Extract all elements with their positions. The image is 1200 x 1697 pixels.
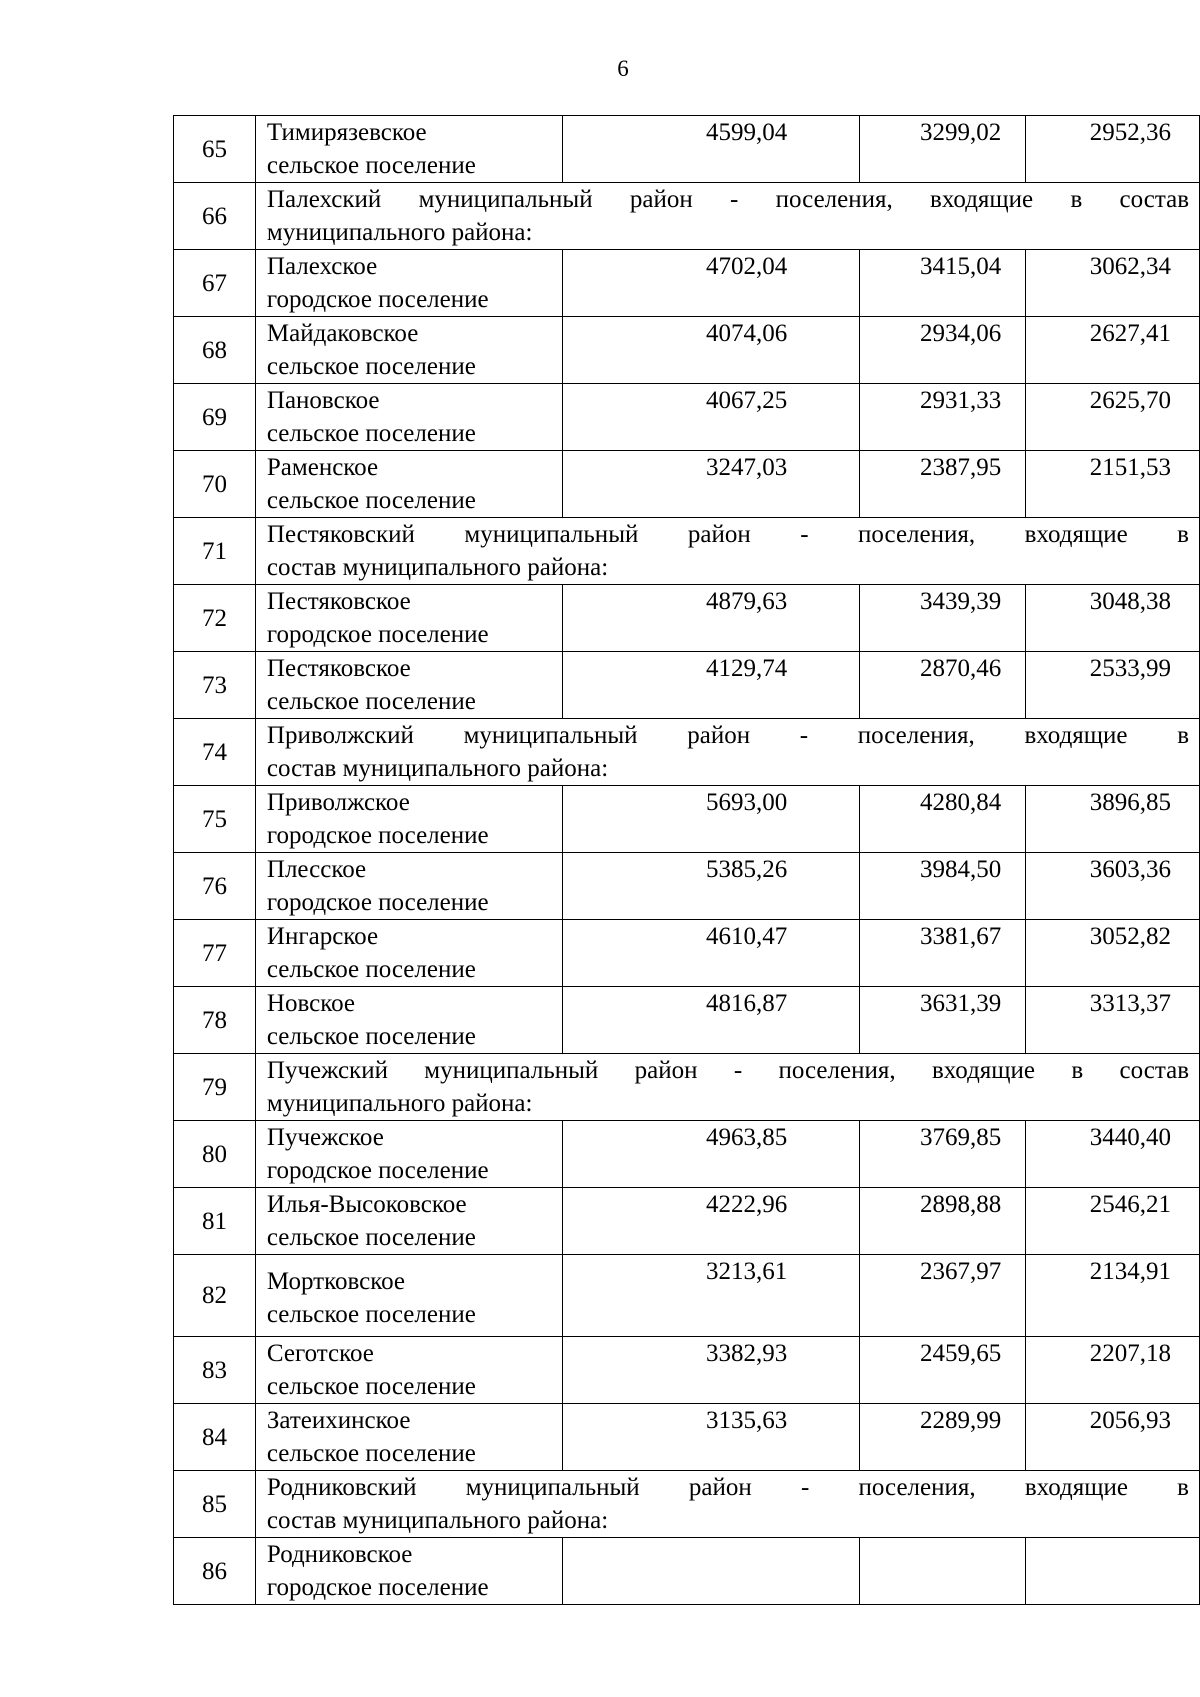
- page-number: 6: [617, 56, 629, 81]
- settlement-name: [255, 1538, 562, 1605]
- value-col-3: 3313,37: [1026, 987, 1200, 1054]
- settlement-name-line-2: городское поселение: [266, 1574, 489, 1601]
- value-col-1: 3135,63: [562, 1404, 859, 1471]
- settlement-name: [255, 116, 562, 183]
- value-col-2: 2898,88: [860, 1188, 1026, 1255]
- district-row: [174, 1471, 1200, 1538]
- value-col-2: 3769,85: [860, 1121, 1026, 1188]
- settlement-name-line-1: Приволжское: [266, 789, 410, 816]
- value-col-1: 3382,93: [562, 1337, 859, 1404]
- settlement-name-line-2: сельское поселение: [266, 956, 476, 983]
- settlement-name-line-1: Пановское: [266, 387, 380, 414]
- value-col-3: 2952,36: [1026, 116, 1200, 183]
- district-heading-line-2: муниципального района:: [266, 1090, 533, 1117]
- value-col-1: 4816,87: [562, 987, 859, 1054]
- district-heading: [255, 1471, 1199, 1538]
- value-col-3: 3048,38: [1026, 585, 1200, 652]
- value-col-1: 4879,63: [562, 585, 859, 652]
- settlement-name-line-1: Пучежское: [266, 1124, 384, 1151]
- settlement-name-line-1: Сеготское: [266, 1340, 374, 1367]
- settlement-name-line-2: сельское поселение: [266, 1440, 476, 1467]
- settlements-table: [173, 115, 1200, 1605]
- settlement-name-line-1: Родниковское: [266, 1541, 413, 1568]
- settlement-name-line-1: Мортковское: [266, 1268, 406, 1295]
- value-col-1: 4963,85: [562, 1121, 859, 1188]
- value-col-1: 3213,61: [562, 1255, 859, 1337]
- district-row: [174, 518, 1200, 585]
- row-number: 68: [174, 317, 256, 384]
- district-heading: [255, 1054, 1199, 1121]
- settlement-name-line-2: сельское поселение: [266, 152, 476, 179]
- settlement-name-line-2: сельское поселение: [266, 1023, 476, 1050]
- value-col-2: [860, 1538, 1026, 1605]
- row-number: 69: [174, 384, 256, 451]
- value-col-1: 5385,26: [562, 853, 859, 920]
- row-number: 76: [174, 853, 256, 920]
- row-number: 67: [174, 250, 256, 317]
- value-col-2: 3299,02: [860, 116, 1026, 183]
- district-heading-line-2: состав муниципального района:: [266, 554, 609, 581]
- value-col-1: 4222,96: [562, 1188, 859, 1255]
- district-heading-line-1: Родниковский муниципальный район - поселения, входящие в: [266, 1474, 1189, 1501]
- settlement-name-line-2: сельское поселение: [266, 487, 476, 514]
- row-number: 84: [174, 1404, 256, 1471]
- value-col-2: 3439,39: [860, 585, 1026, 652]
- value-col-3: 3440,40: [1026, 1121, 1200, 1188]
- value-col-3: 2056,93: [1026, 1404, 1200, 1471]
- value-col-3: 3052,82: [1026, 920, 1200, 987]
- row-number: 83: [174, 1337, 256, 1404]
- row-number: 66: [174, 183, 256, 250]
- settlement-name-line-2: сельское поселение: [266, 353, 476, 380]
- value-col-2: 2870,46: [860, 652, 1026, 719]
- value-col-3: 2627,41: [1026, 317, 1200, 384]
- value-col-2: 3381,67: [860, 920, 1026, 987]
- settlement-name: [255, 1188, 562, 1255]
- table-row: [174, 1404, 1200, 1471]
- table-row: [174, 451, 1200, 518]
- row-number: 82: [174, 1255, 256, 1337]
- value-col-3: 2151,53: [1026, 451, 1200, 518]
- value-col-2: 3984,50: [860, 853, 1026, 920]
- settlement-name-line-1: Раменское: [266, 454, 379, 481]
- row-number: 85: [174, 1471, 256, 1538]
- value-col-2: 2387,95: [860, 451, 1026, 518]
- settlement-name-line-1: Пестяковское: [266, 588, 411, 615]
- district-heading-line-1: Пестяковский муниципальный район - поселения, входящие в: [266, 521, 1189, 548]
- settlement-name-line-2: сельское поселение: [266, 1373, 476, 1400]
- value-col-1: 4599,04: [562, 116, 859, 183]
- value-col-2: 2934,06: [860, 317, 1026, 384]
- value-col-1: 4129,74: [562, 652, 859, 719]
- settlement-name: [255, 317, 562, 384]
- value-col-3: 2625,70: [1026, 384, 1200, 451]
- row-number: 72: [174, 585, 256, 652]
- district-heading: [255, 183, 1199, 250]
- settlement-name-line-1: Новское: [266, 990, 355, 1017]
- settlement-name: [255, 451, 562, 518]
- settlement-name-line-2: городское поселение: [266, 889, 489, 916]
- settlement-name-line-2: сельское поселение: [266, 1301, 476, 1328]
- table-row: [174, 1337, 1200, 1404]
- settlement-name: [255, 384, 562, 451]
- value-col-1: 4074,06: [562, 317, 859, 384]
- value-col-2: 2367,97: [860, 1255, 1026, 1337]
- value-col-3: 2134,91: [1026, 1255, 1200, 1337]
- value-col-1: [562, 1538, 859, 1605]
- district-heading-line-2: муниципального района:: [266, 219, 533, 246]
- settlement-name-line-2: городское поселение: [266, 621, 489, 648]
- settlement-name-line-1: Затеихинское: [266, 1407, 411, 1434]
- settlement-name: [255, 652, 562, 719]
- value-col-2: 2459,65: [860, 1337, 1026, 1404]
- settlement-name-line-1: Майдаковское: [266, 320, 419, 347]
- district-row: [174, 183, 1200, 250]
- table-row: [174, 920, 1200, 987]
- row-number: 80: [174, 1121, 256, 1188]
- settlement-name: [255, 585, 562, 652]
- table-row: [174, 384, 1200, 451]
- value-col-2: 4280,84: [860, 786, 1026, 853]
- district-row: [174, 1054, 1200, 1121]
- settlement-name: [255, 1337, 562, 1404]
- settlement-name-line-2: сельское поселение: [266, 1224, 476, 1251]
- settlement-name-line-2: сельское поселение: [266, 420, 476, 447]
- table-row: [174, 317, 1200, 384]
- settlement-name-line-1: Илья-Высоковское: [266, 1191, 467, 1218]
- settlement-name-line-2: городское поселение: [266, 286, 489, 313]
- value-col-1: 4067,25: [562, 384, 859, 451]
- settlement-name: [255, 1121, 562, 1188]
- district-heading-line-2: состав муниципального района:: [266, 1507, 609, 1534]
- settlement-name: [255, 1404, 562, 1471]
- table-body: [174, 116, 1200, 1605]
- row-number: 81: [174, 1188, 256, 1255]
- row-number: 71: [174, 518, 256, 585]
- row-number: 77: [174, 920, 256, 987]
- settlement-name: [255, 786, 562, 853]
- district-row: [174, 719, 1200, 786]
- value-col-3: 2207,18: [1026, 1337, 1200, 1404]
- table-row: [174, 1538, 1200, 1605]
- value-col-3: [1026, 1538, 1200, 1605]
- table-row: [174, 853, 1200, 920]
- table-row: [174, 1188, 1200, 1255]
- value-col-1: 4610,47: [562, 920, 859, 987]
- value-col-1: 5693,00: [562, 786, 859, 853]
- settlement-name-line-1: Плесское: [266, 856, 367, 883]
- value-col-2: 2931,33: [860, 384, 1026, 451]
- table-row: [174, 250, 1200, 317]
- table-row: [174, 987, 1200, 1054]
- value-col-1: 4702,04: [562, 250, 859, 317]
- row-number: 73: [174, 652, 256, 719]
- row-number: 79: [174, 1054, 256, 1121]
- table-row: [174, 652, 1200, 719]
- district-heading-line-1: Палехский муниципальный район - поселения, входящие в состав: [266, 186, 1189, 213]
- district-heading: [255, 719, 1199, 786]
- row-number: 65: [174, 116, 256, 183]
- settlement-name: [255, 987, 562, 1054]
- settlement-name-line-2: городское поселение: [266, 1157, 489, 1184]
- settlement-name-line-1: Пестяковское: [266, 655, 411, 682]
- table-row: [174, 786, 1200, 853]
- value-col-3: 2533,99: [1026, 652, 1200, 719]
- value-col-3: 2546,21: [1026, 1188, 1200, 1255]
- table-row: [174, 1121, 1200, 1188]
- district-heading: [255, 518, 1199, 585]
- settlement-name: [255, 920, 562, 987]
- settlement-name-line-2: сельское поселение: [266, 688, 476, 715]
- value-col-3: 3062,34: [1026, 250, 1200, 317]
- row-number: 78: [174, 987, 256, 1054]
- value-col-2: 3415,04: [860, 250, 1026, 317]
- row-number: 74: [174, 719, 256, 786]
- settlement-name: [255, 1255, 562, 1337]
- settlement-name-line-1: Тимирязевское: [266, 119, 427, 146]
- settlement-name: [255, 853, 562, 920]
- district-heading-line-2: состав муниципального района:: [266, 755, 609, 782]
- table-row: [174, 1255, 1200, 1337]
- value-col-2: 2289,99: [860, 1404, 1026, 1471]
- value-col-1: 3247,03: [562, 451, 859, 518]
- value-col-3: 3603,36: [1026, 853, 1200, 920]
- table-row: [174, 585, 1200, 652]
- settlement-name: [255, 250, 562, 317]
- value-col-3: 3896,85: [1026, 786, 1200, 853]
- table-row: [174, 116, 1200, 183]
- row-number: 70: [174, 451, 256, 518]
- settlement-name-line-1: Палехское: [266, 253, 378, 280]
- district-heading-line-1: Приволжский муниципальный район - поселения, входящие в: [266, 722, 1189, 749]
- value-col-2: 3631,39: [860, 987, 1026, 1054]
- district-heading-line-1: Пучежский муниципальный район - поселения, входящие в состав: [266, 1057, 1189, 1084]
- row-number: 86: [174, 1538, 256, 1605]
- row-number: 75: [174, 786, 256, 853]
- settlement-name-line-2: городское поселение: [266, 822, 489, 849]
- settlement-name-line-1: Ингарское: [266, 923, 379, 950]
